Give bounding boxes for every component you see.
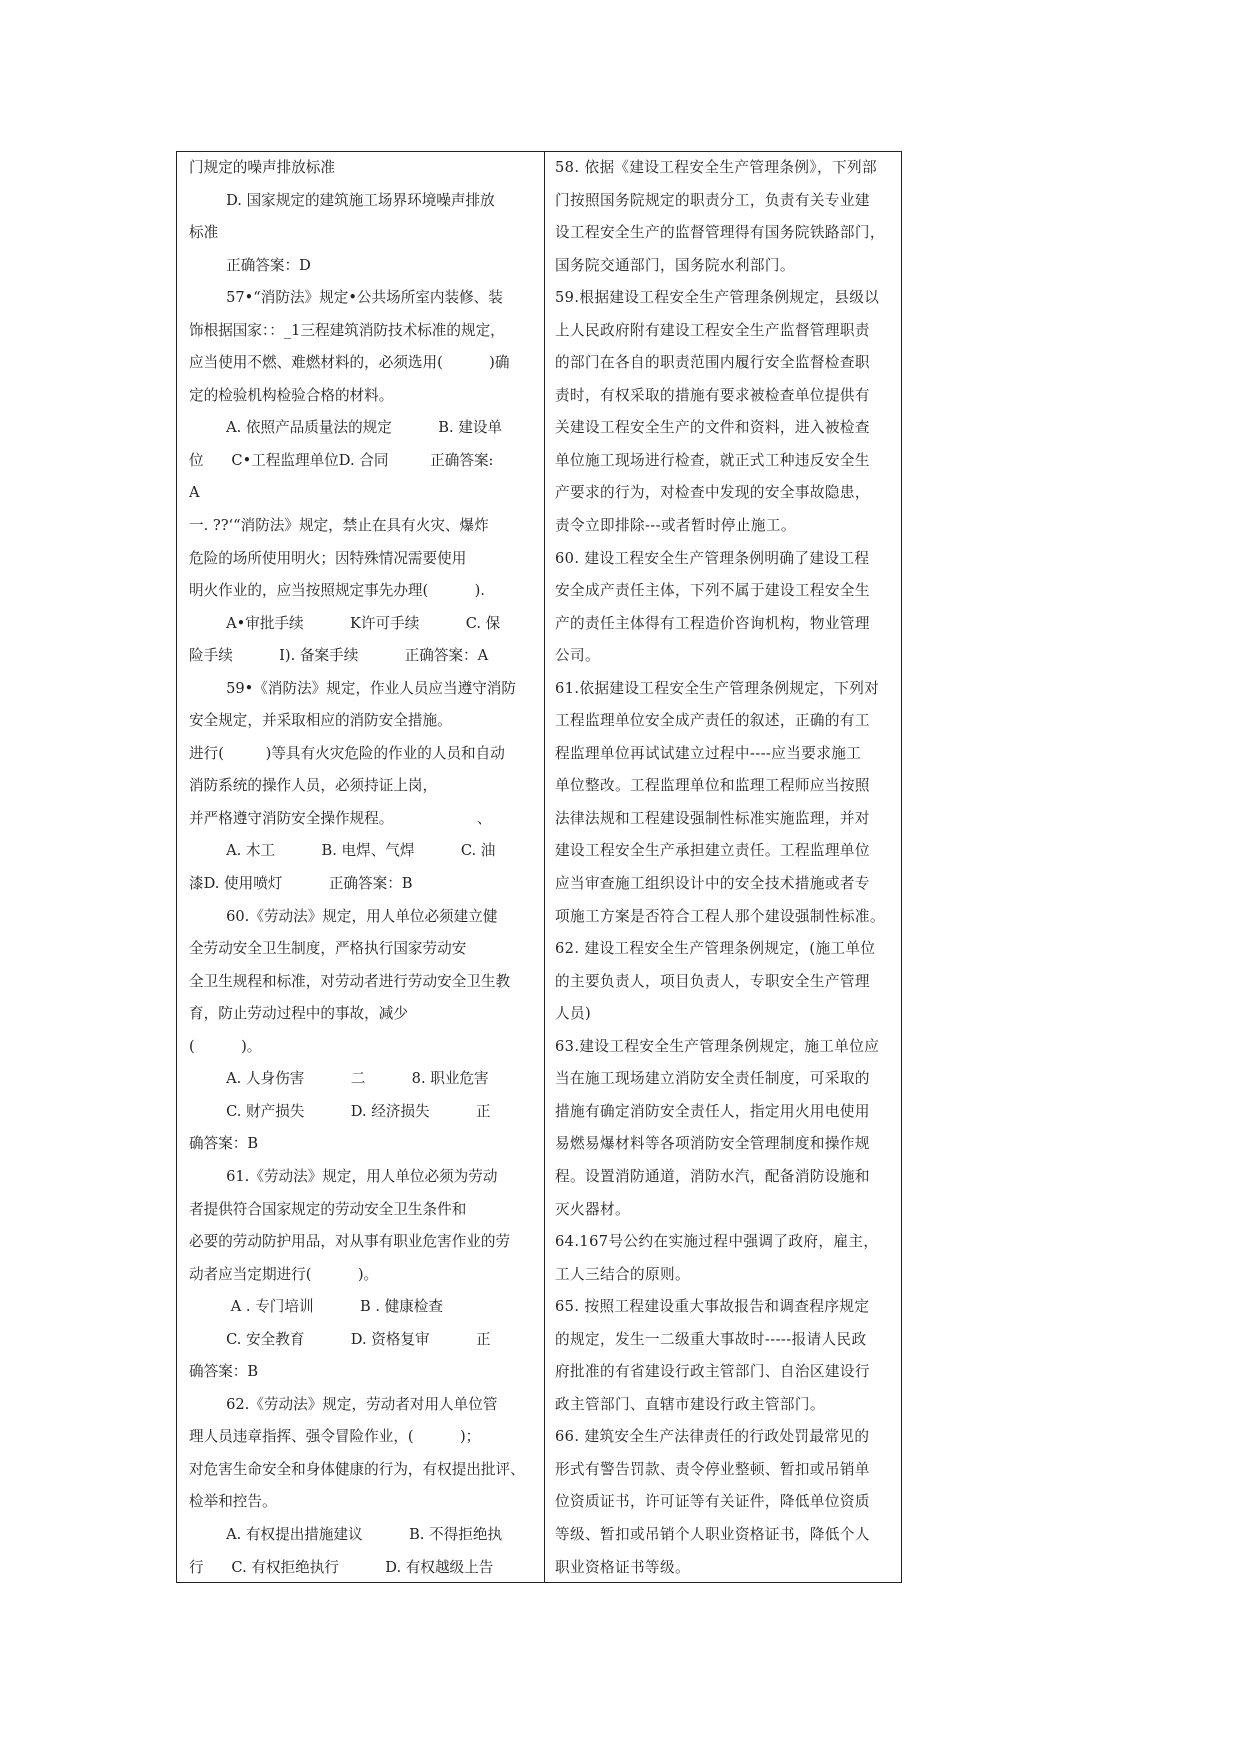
text-line: 标准 bbox=[189, 224, 219, 242]
text-line: 易燃易爆材料等各项消防安全管理制度和操作规 bbox=[555, 1135, 870, 1153]
text-line: 62. 建设工程安全生产管理条例规定，(施工单位 bbox=[555, 940, 876, 958]
text-line: 58. 依据《建设工程安全生产管理条例》，下列部 bbox=[555, 159, 878, 176]
text-line: 并严格遵守消防安全操作规程。 、 bbox=[189, 809, 492, 827]
text-line: 66. 建筑安全生产法律责任的行政处罚最常见的 bbox=[555, 1428, 870, 1446]
text-line: 灭火器材。 bbox=[555, 1200, 630, 1218]
text-line: 检举和控告。 bbox=[189, 1493, 277, 1511]
text-line: 上人民政府附有建设工程安全生产监督管理职责 bbox=[555, 321, 870, 339]
text-line: 责时，有权采取的措施有要求被检查单位提供有 bbox=[555, 386, 870, 404]
text-line: A. 有权提出措施建议 B. 不得拒绝执 bbox=[189, 1525, 503, 1543]
text-line: 一. ??‘“消防法》规定，禁止在具有火灾、爆炸 bbox=[189, 517, 489, 535]
text-line: 当在施工现场建立消防安全责任制度，可采取的 bbox=[555, 1070, 870, 1088]
text-line: 确答案：B bbox=[189, 1135, 259, 1153]
text-line: 漆D. 使用喷灯 正确答案：B bbox=[189, 875, 413, 893]
text-line: C. 财产损失 D. 经济损失 正 bbox=[189, 1102, 491, 1120]
text-line: 63.建设工程安全生产管理条例规定，施工单位应 bbox=[555, 1037, 880, 1055]
text-line: 公司。 bbox=[555, 647, 600, 665]
text-line: 门规定的噪声排放标准 bbox=[189, 159, 335, 176]
text-line: 危险的场所使用明火；因特殊情况需要使用 bbox=[189, 549, 467, 567]
text-line: 关建设工程安全生产的文件和资料，进入被检查 bbox=[555, 419, 870, 437]
text-line: 产的责任主体得有工程造价咨询机构，物业管理 bbox=[555, 614, 870, 632]
text-line: 动者应当定期进行( )。 bbox=[189, 1265, 379, 1283]
text-line: 者提供符合国家规定的劳动安全卫生条件和 bbox=[189, 1200, 467, 1218]
text-line: 应当使用不燃、难燃材料的，必须选用( )确 bbox=[189, 354, 510, 372]
text-line: 项施工方案是否符合工程人那个建设强制性标准。 bbox=[555, 907, 885, 925]
text-line: 消防系统的操作人员，必须持证上岗， bbox=[189, 777, 438, 795]
right-column bbox=[545, 152, 901, 1582]
text-line: 府批准的有省建设行政主管部门、自治区建设行 bbox=[555, 1363, 870, 1381]
text-line: 的主要负责人，项目负责人，专职安全生产管理 bbox=[555, 972, 870, 990]
text-line: 必要的劳动防护用品，对从事有职业危害作业的劳 bbox=[189, 1233, 511, 1251]
text-line: 设工程安全生产的监督管理得有国务院铁路部门， bbox=[555, 224, 885, 242]
left-column bbox=[177, 152, 545, 1582]
text-line: 法律法规和工程建设强制性标准实施监理，并对 bbox=[555, 809, 870, 827]
text-line: 定的检验机构检验合格的材料。 bbox=[189, 386, 394, 404]
text-line: 工程监理单位安全成产责任的叙述，正确的有工 bbox=[555, 712, 870, 730]
text-line: A. 人身伤害 二 8. 职业危害 bbox=[189, 1070, 489, 1088]
text-line: 对危害生命安全和身体健康的行为，有权提出批评、 bbox=[189, 1460, 525, 1478]
text-line: 单位施工现场进行检查，就正式工种违反安全生 bbox=[555, 451, 870, 469]
text-line: 64.167号公约在实施过程中强调了政府，雇主， bbox=[555, 1233, 879, 1251]
text-line: 位资质证书，许可证等有关证件，降低单位资质 bbox=[555, 1493, 870, 1511]
text-line: 全卫生规程和标准，对劳动者进行劳动安全卫生教 bbox=[189, 972, 511, 990]
text-line: 程监理单位再试试建立过程中----应当要求施工 bbox=[555, 744, 862, 762]
text-line: 65. 按照工程建设重大事故报告和调查程序规定 bbox=[555, 1298, 870, 1316]
text-line: A. 依照产品质量法的规定 B. 建设单 bbox=[189, 419, 503, 437]
text-line: C. 安全教育 D. 资格复审 正 bbox=[189, 1330, 491, 1348]
text-line: 产要求的行为，对检查中发现的安全事故隐患， bbox=[555, 484, 870, 502]
text-line: 安全规定，并采取相应的消防安全措施。 bbox=[189, 712, 452, 730]
text-line: 61.《劳动法》规定，用人单位必须为劳动 bbox=[189, 1167, 498, 1185]
text-line: 等级、暂扣或吊销个人职业资格证书，降低个人 bbox=[555, 1525, 870, 1543]
text-line: 国务院交通部门，国务院水利部门。 bbox=[555, 256, 795, 274]
text-line: 应当审查施工组织设计中的安全技术措施或者专 bbox=[555, 875, 870, 893]
text-line: 正确答案：D bbox=[189, 256, 311, 274]
text-line: 程。设置消防通道，消防水汽，配备消防设施和 bbox=[555, 1167, 870, 1185]
text-line: 明火作业的，应当按照规定事先办理( ). bbox=[189, 582, 485, 600]
text-line: 60.《劳动法》规定，用人单位必须建立健 bbox=[189, 907, 498, 925]
text-line: 措施有确定消防安全责任人，指定用火用电使用 bbox=[555, 1102, 870, 1120]
two-column-table bbox=[176, 151, 902, 1583]
text-line: 行 C. 有权拒绝执行 D. 有权越级上告 bbox=[189, 1558, 494, 1576]
text-line: A bbox=[189, 484, 200, 502]
text-line: 62.《劳动法》规定，劳动者对用人单位管 bbox=[189, 1395, 498, 1413]
text-line: 59.根据建设工程安全生产管理条例规定，县级以 bbox=[555, 289, 880, 307]
text-line: 形式有警告罚款、责令停业整顿、暂扣或吊销单 bbox=[555, 1460, 870, 1478]
text-line: 人员) bbox=[555, 1005, 592, 1023]
text-line: 险手续 I). 备案手续 正确答案：A bbox=[189, 647, 489, 665]
text-line: 建设工程安全生产承担建立责任。工程监理单位 bbox=[555, 842, 870, 860]
text-line: D. 国家规定的建筑施工场界环境噪声排放 bbox=[189, 191, 495, 209]
text-line: 饰根据国家：：_1三程建筑消防技术标准的规定， bbox=[189, 321, 505, 339]
text-line: 职业资格证书等级。 bbox=[555, 1558, 690, 1576]
text-line: 工人三结合的原则。 bbox=[555, 1265, 690, 1283]
text-line: 的部门在各自的职责范围内履行安全监督检查职 bbox=[555, 354, 870, 372]
text-line: 的规定，发生一二级重大事故时-----报请人民政 bbox=[555, 1330, 867, 1348]
text-line: 门按照国务院规定的职责分工，负责有关专业建 bbox=[555, 191, 870, 209]
text-line: 进行( )等具有火灾危险的作业的人员和自动 bbox=[189, 744, 505, 762]
text-line: 全劳动安全卫生制度，严格执行国家劳动安 bbox=[189, 940, 467, 958]
text-line: 安全成产责任主体，下列不属于建设工程安全生 bbox=[555, 582, 870, 600]
text-line: 理人员违章指挥、强令冒险作业，( )； bbox=[189, 1428, 481, 1446]
text-line: ( )。 bbox=[189, 1037, 262, 1055]
text-line: 确答案：B bbox=[189, 1363, 259, 1381]
text-line: A . 专门培训 B . 健康检查 bbox=[189, 1298, 443, 1316]
text-line: 61.依据建设工程安全生产管理条例规定，下列对 bbox=[555, 679, 880, 697]
text-line: 59•《消防法》规定，作业人员应当遵守消防 bbox=[189, 679, 516, 697]
text-line: 政主管部门、直辖市建设行政主管部门。 bbox=[555, 1395, 825, 1413]
text-line: 单位整改。工程监理单位和监理工程师应当按照 bbox=[555, 777, 870, 795]
text-line: 57•“消防法》规定•公共场所室内装修、装 bbox=[189, 289, 503, 307]
text-line: 60. 建设工程安全生产管理条例明确了建设工程 bbox=[555, 549, 870, 567]
text-line: 育，防止劳动过程中的事故，减少 bbox=[189, 1005, 408, 1023]
text-line: A•审批手续 K许可手续 C. 保 bbox=[189, 614, 501, 632]
text-line: 责令立即排除---或者暂时停止施工。 bbox=[555, 517, 796, 535]
text-line: 位 C•工程监理单位D. 合同 正确答案: bbox=[189, 451, 494, 469]
text-line: A. 木工 B. 电焊、气焊 C. 油 bbox=[189, 842, 496, 860]
